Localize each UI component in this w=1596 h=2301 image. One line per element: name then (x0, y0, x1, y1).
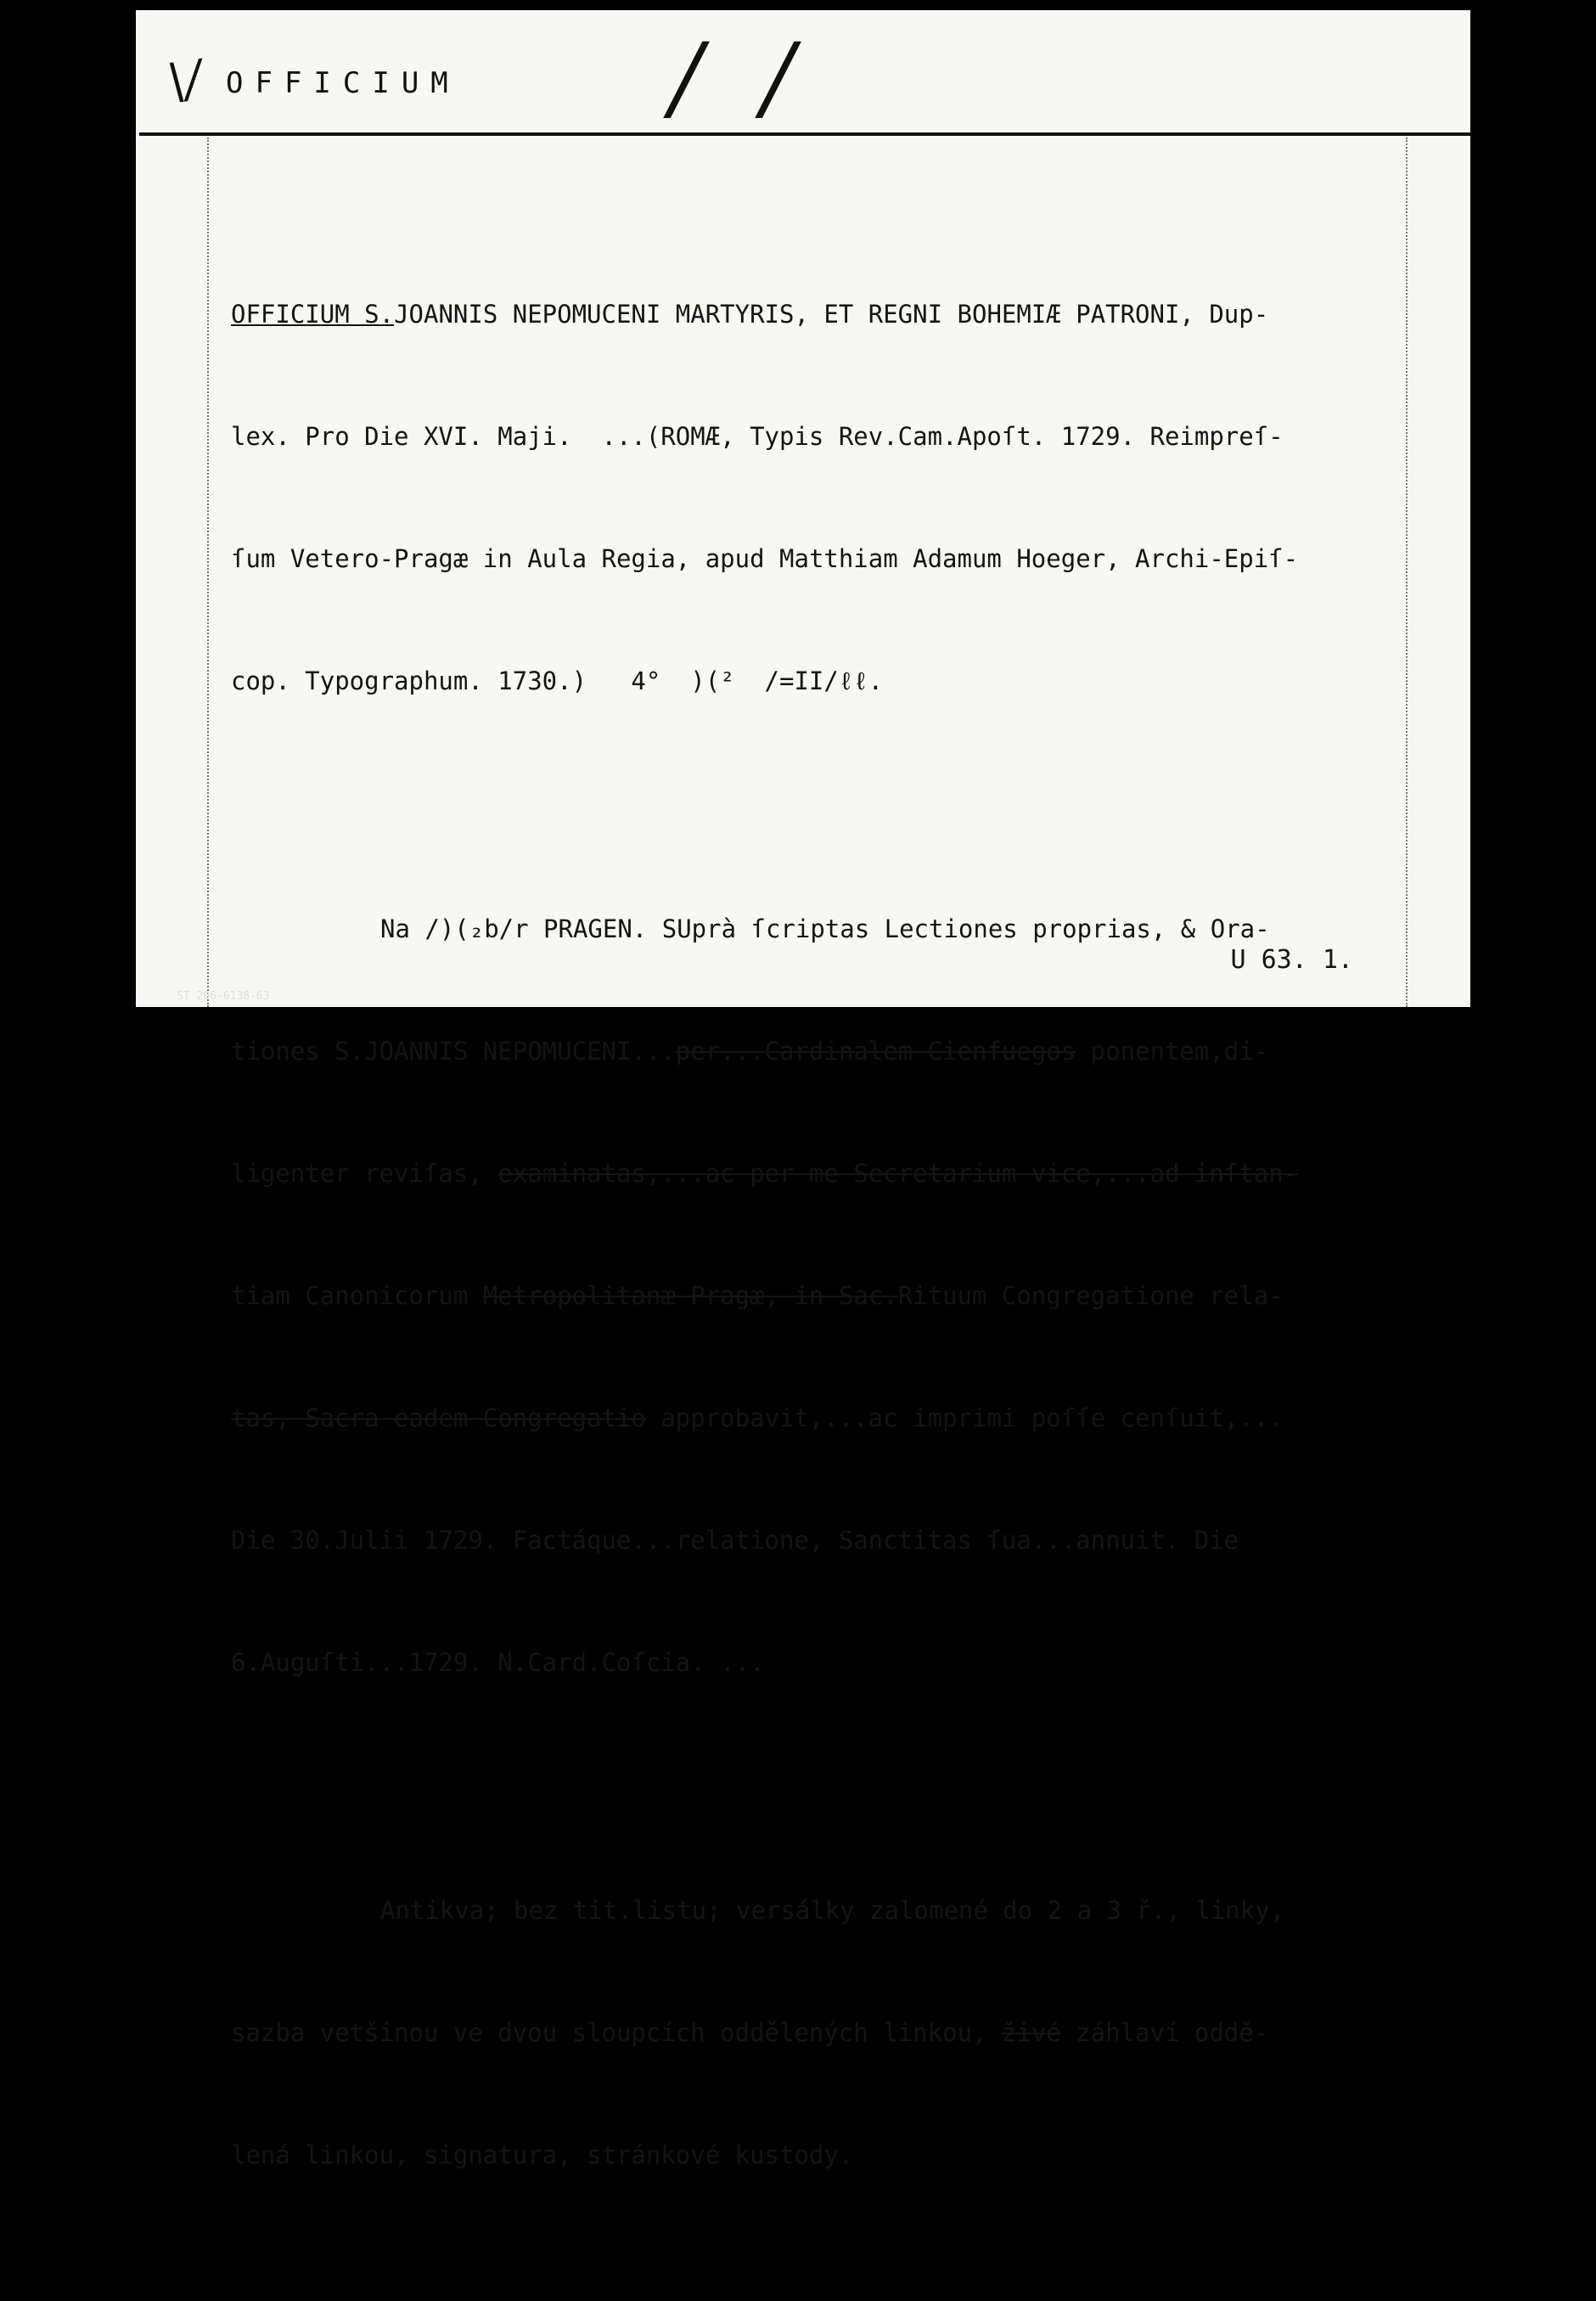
struck-text: Metropolitanæ Pragæ, in Sac. (482, 1281, 898, 1310)
physical-description (231, 1809, 1396, 2257)
note-line: 6.Auguſti...1729. N.Card.Coſcia. ... (231, 1648, 765, 1677)
right-margin-rule (1406, 138, 1408, 1007)
note-text: tiones S.JOANNIS NEPOMUCENI... (231, 1037, 676, 1066)
bibliographic-description (231, 212, 1396, 783)
description-line: cop. Typographum. 1730.) 4° )(² /=II/ℓℓ. (231, 667, 884, 695)
description-line (231, 294, 1396, 335)
note-text: Rituum Congregatione rela- (897, 1281, 1284, 1310)
note-text: ligenter reviſas, (231, 1159, 498, 1188)
card-header (136, 10, 1470, 138)
header-title: OFFICIUM (226, 66, 460, 100)
physical-text: sazba vetšinou ve dvou sloupcích oddělených linkou, (231, 2018, 1002, 2047)
left-margin-rule (207, 138, 209, 1007)
handwritten-mark: \/ (164, 48, 205, 111)
struck-text: živé (1001, 2018, 1061, 2047)
note-text: approbavit,...ac imprimi poſſe cenſuit,... (645, 1404, 1284, 1432)
physical-text: záhlaví oddě- (1060, 2018, 1269, 2047)
catalog-number: ST 206-6138-63 (177, 990, 270, 1003)
note-text: ponentem,di- (1076, 1037, 1269, 1066)
struck-text: per...Cardinalem Cienfuegos (675, 1037, 1076, 1066)
description-text: JOANNIS NEPOMUCENI MARTYRIS, ET REGNI BOHEMIÆ PATRONI, Dup- (394, 300, 1269, 329)
note-line (231, 1031, 1396, 1072)
handwritten-strokes: / / (671, 23, 810, 132)
imprimatur-note (231, 827, 1396, 1764)
catalog-card (136, 10, 1470, 2169)
struck-text: examinatas,...ac per me Secretarium vice,...ad inſtan- (497, 1159, 1299, 1188)
struck-text: tas, Sacra eadem Congregatio (231, 1404, 646, 1432)
card-entry (231, 212, 1396, 2301)
note-line: Na /)(₂b/r PRAGEN. SUprà ſcriptas Lectiones proprias, & Ora- (380, 914, 1270, 943)
physical-line (231, 2012, 1396, 2053)
note-line (231, 1275, 1396, 1316)
note-line (231, 1153, 1396, 1194)
note-text: tiam Canonicorum (231, 1281, 483, 1310)
physical-line: lená linkou, signatura, stránkové kustody. (231, 2141, 854, 2169)
note-line (231, 1398, 1396, 1438)
note-line: Die 30.Julii 1729. Factáque...relatione, Sanctitas ſua...annuit. Die (231, 1526, 1239, 1555)
physical-line: Antikva; bez tit.listu; versálky zalomené do 2 a 3 ř., linky, (380, 1896, 1285, 1925)
description-line: lex. Pro Die XVI. Maji. ...(ROMÆ, Typis Rev.Cam.Apoſt. 1729. Reimpreſ- (231, 422, 1284, 451)
entry-title: OFFICIUM S. (231, 300, 395, 329)
header-rule (139, 132, 1470, 136)
description-line: ſum Vetero-Pragæ in Aula Regia, apud Matthiam Adamum Hoeger, Archi-Epiſ- (231, 544, 1299, 573)
shelf-signature: U 63. 1. (1230, 945, 1353, 975)
